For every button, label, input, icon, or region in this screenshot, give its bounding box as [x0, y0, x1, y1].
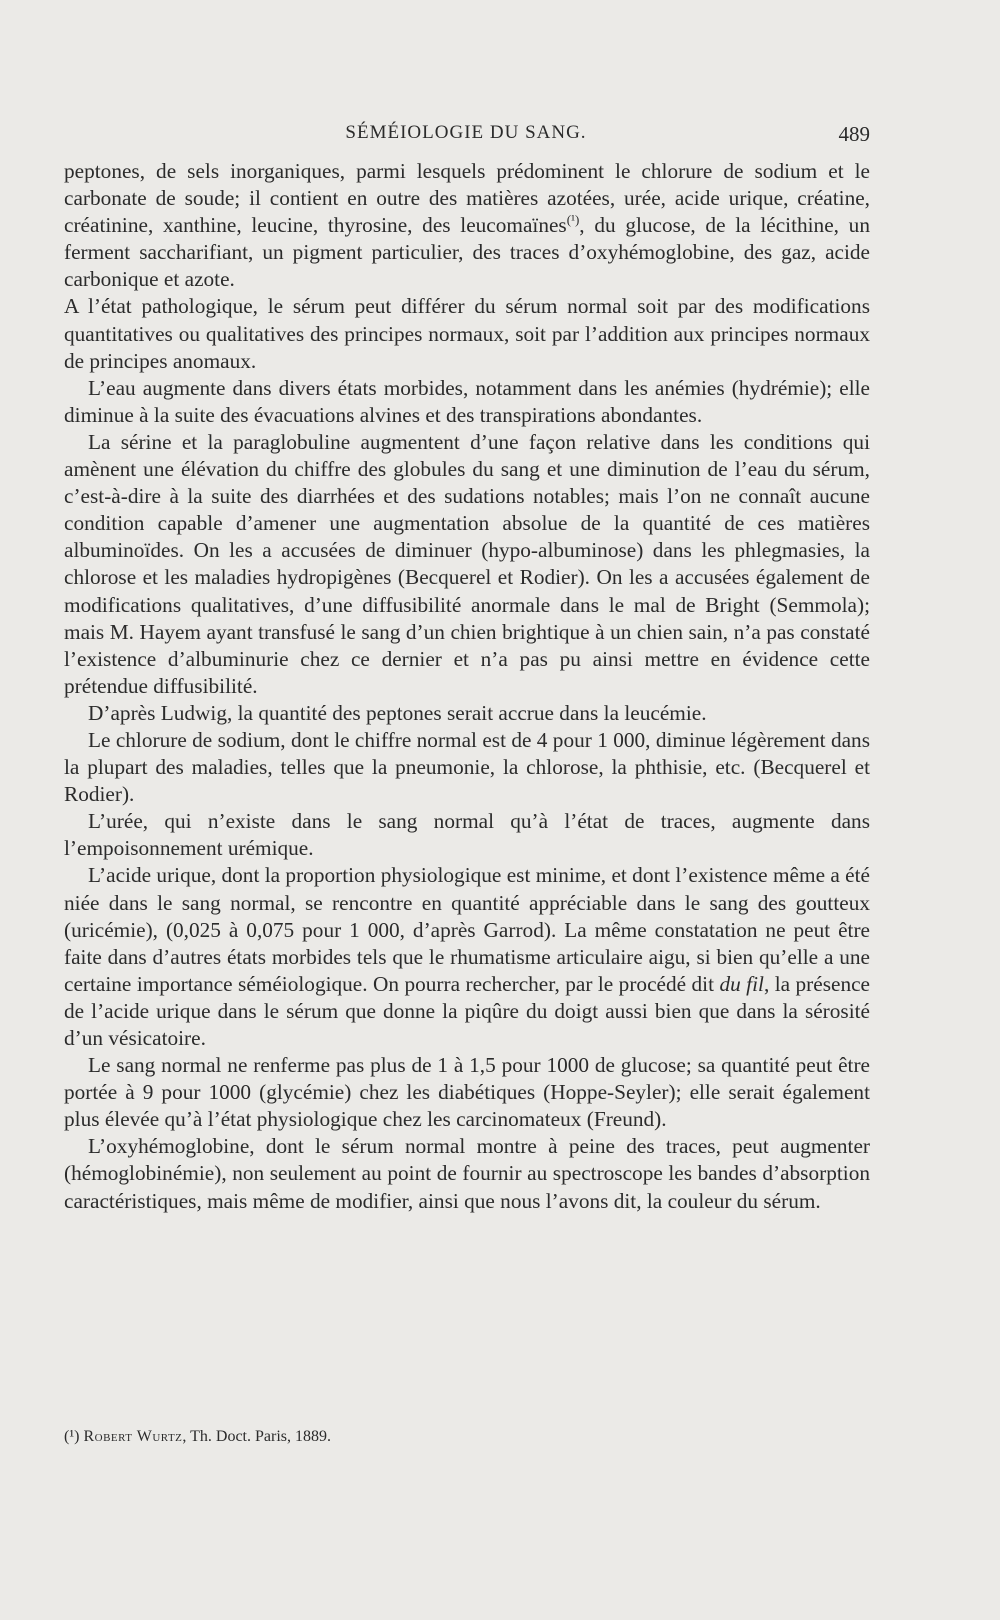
footnote-reference[interactable]: (¹): [566, 212, 580, 228]
body-text: [64, 158, 870, 1215]
footnote-citation: , Th. Doct. Paris, 1889.: [182, 1428, 331, 1445]
paragraph-water: L’eau augmente dans divers états morbides, notamment dans les anémies (hydrémie); elle diminue à la suite des évacuations alvines et des transpirations abondantes.: [64, 375, 870, 427]
paragraph-urea: L’urée, qui n’existe dans le sang normal qu’à l’état de traces, augmente dans l’empoisonnement urémique.: [64, 809, 870, 861]
paragraph-pathologic-serum: A l’état pathologique, le sérum peut différer du sérum normal soit par des modifications quantitatives ou qualitatives des principes normaux, soit par l’addition aux principes normaux de principes anomaux.: [64, 294, 870, 373]
paragraph-peptones: D’après Ludwig, la quantité des peptones serait accrue dans la leucémie.: [88, 700, 707, 725]
footnote-marker: (¹): [64, 1428, 80, 1445]
page-number: 489: [838, 122, 870, 146]
running-title: SÉMÉIOLOGIE DU SANG.: [345, 122, 587, 143]
paragraph-sodium-chloride: Le chlorure de sodium, dont le chiffre normal est de 4 pour 1 000, diminue légèrement dans la plupart des maladies, telles que la pneumonie, la chlorose, la phthisie, etc. (Becquerel et Rodier).: [64, 727, 870, 807]
italic-term: du fil: [719, 971, 764, 996]
paragraph-glucose: Le sang normal ne renferme pas plus de 1 à 1,5 pour 1000 de glucose; sa quantité peut être portée à 9 pour 1000 (glycémie) chez les diabétiques (Hoppe-Seyler); elle serait également plus élevée qu’à l’état physiologique chez les carcinomateux (Freund).: [64, 1053, 870, 1132]
footnote: [64, 1428, 870, 1446]
paragraph-continuation: peptones, de sels inorganiques, parmi lesquels prédominent le chlorure de sodium et le carbonate de soude; il contient en outre des matières azotées, urée, acide urique, créatine, créatinine, xanthine, leucine, thyrosine, des leucomaïnes$^{(^1)}$, du glucose, de la lécithine, un ferment saccharifiant, un pigment particulier, des traces d’oxyhémoglobine, des gaz, acide carbonique et azote.: [64, 159, 870, 292]
footnote-author: Robert Wurtz: [83, 1428, 183, 1445]
paragraph-oxyhemoglobin: L’oxyhémoglobine, dont le sérum normal montre à peine des traces, peut augmenter (hémoglobinémie), non seulement au point de fournir au spectroscope les bandes d’absorption caractéristiques, mais même de modifier, ainsi que nous l’avons dit, la couleur du sérum.: [64, 1134, 870, 1213]
page-header: [62, 122, 870, 152]
paragraph-uric-acid: L’acide urique, dont la proportion physiologique est minime, et dont l’existence même a été niée dans le sang normal, se rencontre en quantité appréciable dans le sang des goutteux (uricémie), (0,025 à 0,075 pour 1 000, d’après Garrod). La même constatation ne peut être faite dans d’autres états morbides tels que le rhumatisme articulaire aigu, si bien qu’elle a une certaine importance séméiologique. On pourra rechercher, par le procédé dit du fil, la présence de l’acide urique dans le sérum que donne la piqûre du doigt aussi bien que dans la sérosité d’un vésicatoire.: [64, 863, 870, 1050]
paragraph-serine-paraglobuline: La sérine et la paraglobuline augmentent d’une façon relative dans les conditions qui amènent une élévation du chiffre des globules du sang et une diminution de l’eau du sérum, c’est-à-dire à la suite des diarrhées et des sudations notables; mais l’on ne connaît aucune condition capable d’amener une augmentation absolue de la quantité de ces matières albuminoïdes. On les a accusées de diminuer (hypo-albuminose) dans les phlegmasies, la chlorose et les maladies hydropigènes (Becquerel et Rodier). On les a accusées également de modifications qualitatives, d’une diffusibilité anormale dans le mal de Bright (Semmola); mais M. Hayem ayant transfusé le sang d’un chien brightique à un chien sain, n’a pas constaté l’existence d’albuminurie chez ce dernier et n’a pas pu ainsi mettre en évidence cette prétendue diffusibilité.: [64, 429, 870, 698]
